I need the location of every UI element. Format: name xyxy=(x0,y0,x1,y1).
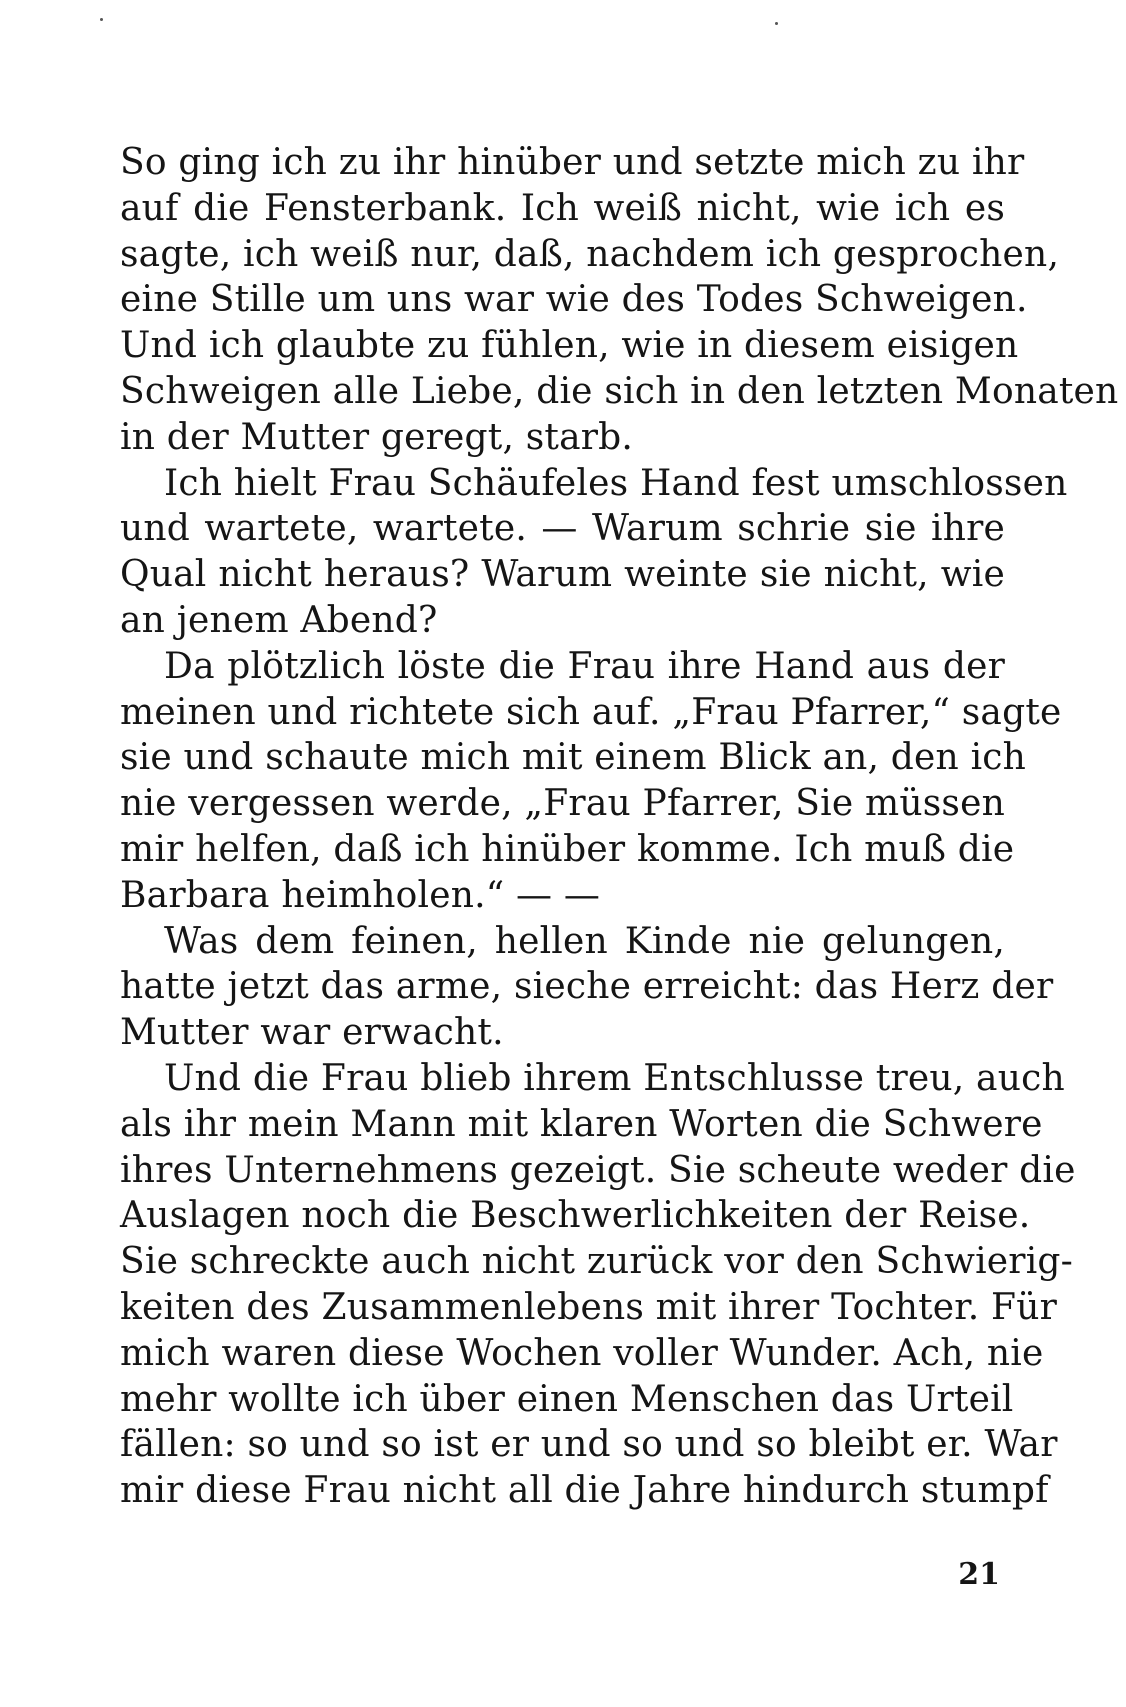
text-line: Sie schreckte auch nicht zurück vor den Schwierig- xyxy=(120,1241,1074,1283)
text-line: Da plötzlich löste die Frau ihre Hand aus der xyxy=(164,645,1005,687)
text-line: hatte jetzt das arme, sieche erreicht: das Herz der xyxy=(120,966,1054,1008)
text-line: ihres Unternehmens gezeigt. Sie scheute weder die xyxy=(120,1149,1076,1191)
text-line: in der Mutter geregt, starb. xyxy=(120,416,634,458)
body-text xyxy=(120,140,1119,1514)
text-line: Ich hielt Frau Schäufeles Hand fest umschlossen xyxy=(164,462,1068,504)
text-line: fällen: so und so ist er und so und so bleibt er. War xyxy=(120,1424,1058,1466)
text-line: mehr wollte ich über einen Menschen das Urteil xyxy=(120,1378,1014,1420)
text-line: Qual nicht heraus? Warum weinte sie nicht, wie xyxy=(120,554,1005,596)
text-line: mir diese Frau nicht all die Jahre hindurch stumpf xyxy=(120,1470,1049,1512)
print-speck xyxy=(100,18,103,21)
text-line: Mutter war erwacht. xyxy=(120,1012,504,1054)
text-line: sie und schaute mich mit einem Blick an, den ich xyxy=(120,737,1027,779)
text-line: mir helfen, daß ich hinüber komme. Ich muß die xyxy=(120,828,1015,870)
text-line: nie vergessen werde, „Frau Pfarrer, Sie müssen xyxy=(120,783,1005,825)
text-line: auf die Fensterbank. Ich weiß nicht, wie ich es xyxy=(120,187,1005,229)
page-number: 21 xyxy=(958,1557,1000,1592)
text-line: Was dem feinen, hellen Kinde nie gelungen, xyxy=(164,920,1005,962)
text-line: meinen und richtete sich auf. „Frau Pfarrer,“ sagte xyxy=(120,691,1062,733)
text-line: eine Stille um uns war wie des Todes Schweigen. xyxy=(120,279,1028,321)
text-line: Schweigen alle Liebe, die sich in den letzten Monaten xyxy=(120,370,1119,412)
text-line: Auslagen noch die Beschwerlichkeiten der Reise. xyxy=(120,1195,1031,1237)
text-line: So ging ich zu ihr hinüber und setzte mich zu ihr xyxy=(120,142,1025,183)
text-line: Barbara heimholen.“ — — xyxy=(120,874,601,916)
print-speck xyxy=(775,22,778,25)
text-line: keiten des Zusammenlebens mit ihrer Tochter. Für xyxy=(120,1286,1058,1328)
text-line: Und ich glaubte zu fühlen, wie in diesem eisigen xyxy=(120,325,1019,367)
text-line: als ihr mein Mann mit klaren Worten die Schwere xyxy=(120,1103,1043,1145)
text-line: Und die Frau blieb ihrem Entschlusse treu, auch xyxy=(164,1057,1065,1099)
text-line: an jenem Abend? xyxy=(120,599,438,641)
text-line: und wartete, wartete. — Warum schrie sie ihre xyxy=(120,508,1005,550)
text-line: mich waren diese Wochen voller Wunder. Ach, nie xyxy=(120,1332,1044,1374)
text-line: sagte, ich weiß nur, daß, nachdem ich gesprochen, xyxy=(120,233,1060,275)
